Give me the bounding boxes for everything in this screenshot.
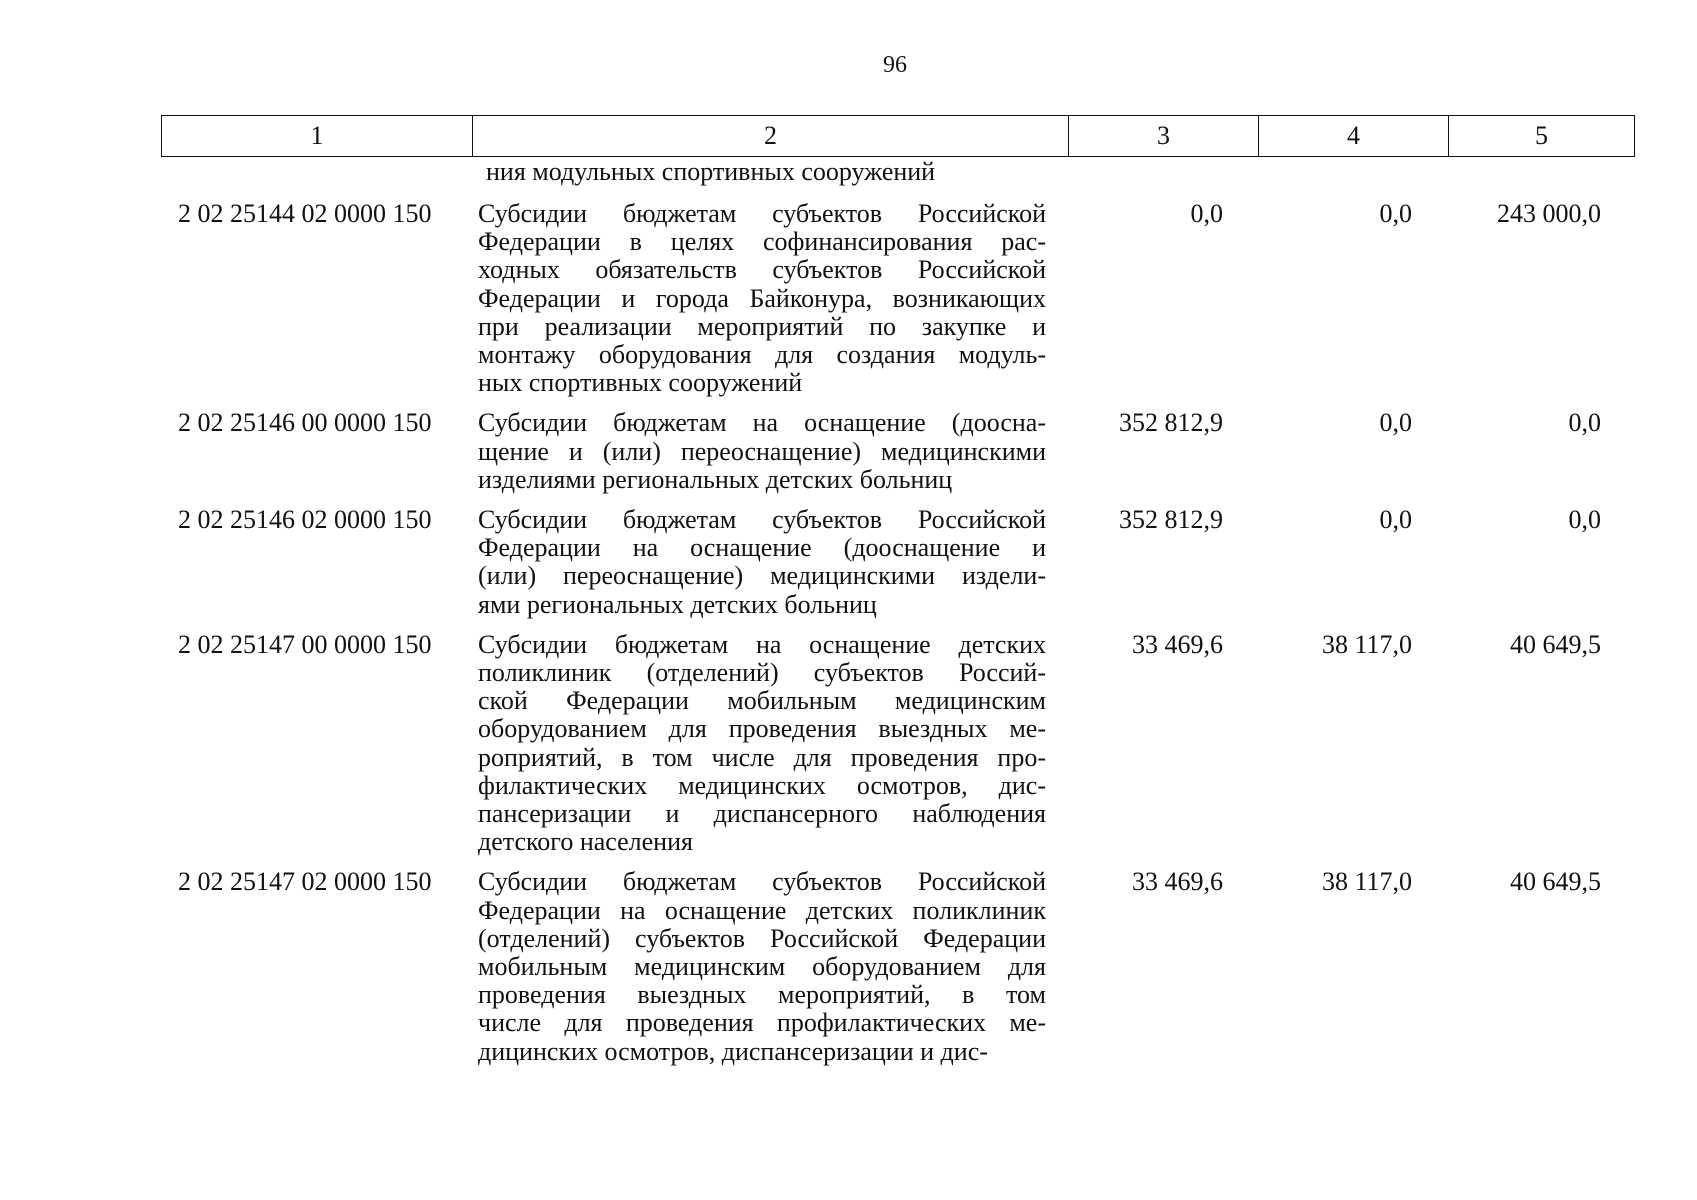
description-line: Субсидии бюджетам субъектов Российской: [478, 867, 1046, 897]
table-body: [161, 200, 1634, 1078]
table-header: [161, 115, 1635, 157]
table-row: [161, 631, 1634, 857]
description-line: числе для проведения профилактических ме-: [478, 1008, 1046, 1038]
description-line: ями региональных детских больниц: [478, 589, 877, 619]
description-line: ных спортивных сооружений: [478, 368, 803, 398]
budget-code: 2 02 25146 02 0000 150: [178, 505, 432, 535]
table-row: [161, 868, 1634, 1065]
description-line: при реализации мероприятий по закупке и: [478, 311, 1046, 341]
description-line: ходных обязательств субъектов Российской: [478, 255, 1046, 285]
header-col-1: 1: [162, 116, 473, 157]
description-line: Федерации и города Байконура, возникающих: [478, 283, 1046, 313]
header-col-3: 3: [1069, 116, 1259, 157]
description-line: поликлиник (отделений) субъектов Россий-: [478, 658, 1046, 688]
description-line: Федерации на оснащение (дооснащение и: [478, 533, 1046, 563]
amount-col-5: 243 000,0: [1497, 199, 1601, 228]
budget-code: 2 02 25146 00 0000 150: [178, 408, 432, 438]
description-line: детского населения: [478, 827, 693, 857]
description: [478, 631, 1046, 857]
description-line: Субсидии бюджетам субъектов Российской: [478, 199, 1046, 228]
header-col-5: 5: [1449, 116, 1635, 157]
amount-col-5: 40 649,5: [1510, 629, 1601, 659]
amount-col-4: 38 117,0: [1321, 629, 1412, 659]
amount-col-4: 0,0: [1379, 408, 1412, 438]
description-line: Федерации на оснащение детских поликлиник: [478, 895, 1046, 925]
description-line: пансеризации и диспансерного наблюдения: [478, 799, 1046, 829]
description-line: Федерации в целях софинансирования рас-: [478, 227, 1046, 257]
continuation-text: ния модульных спортивных сооружений: [486, 157, 936, 186]
budget-code: 2 02 25147 02 0000 150: [178, 867, 432, 897]
description-line: роприятий, в том числе для проведения про-: [478, 742, 1046, 772]
amount-col-4: 38 117,0: [1321, 867, 1412, 897]
description: [478, 506, 1046, 619]
description-line: ской Федерации мобильным медицинским: [478, 686, 1046, 716]
description-line: (или) переоснащение) медицинскими издели-: [478, 561, 1046, 591]
page-number: 96: [883, 52, 907, 78]
header-col-4: 4: [1259, 116, 1449, 157]
amount-col-4: 0,0: [1379, 505, 1412, 535]
description-line: (отделений) субъектов Российской Федерации: [478, 923, 1046, 953]
amount-col-3: 0,0: [1190, 199, 1223, 228]
description-line: монтажу оборудования для создания модуль-: [478, 340, 1046, 370]
table-row: [161, 200, 1634, 397]
header-col-2: 2: [473, 116, 1069, 157]
budget-code: 2 02 25144 02 0000 150: [178, 199, 432, 228]
description: [478, 200, 1046, 397]
amount-col-3: 352 812,9: [1119, 505, 1223, 535]
description-line: оборудованием для проведения выездных ме-: [478, 714, 1046, 744]
description-line: проведения выездных мероприятий, в том: [478, 980, 1046, 1010]
amount-col-3: 33 469,6: [1132, 629, 1223, 659]
amount-col-5: 0,0: [1568, 408, 1601, 438]
amount-col-5: 0,0: [1568, 505, 1601, 535]
description-line: мобильным медицинским оборудованием для: [478, 952, 1046, 982]
amount-col-5: 40 649,5: [1510, 867, 1601, 897]
table-row: [161, 409, 1634, 494]
description-line: изделиями региональных детских больниц: [478, 464, 953, 494]
description-line: филактических медицинских осмотров, дис-: [478, 770, 1046, 800]
amount-col-3: 33 469,6: [1132, 867, 1223, 897]
amount-col-4: 0,0: [1379, 199, 1412, 228]
description-line: дицинских осмотров, диспансеризации и дис-: [478, 1036, 988, 1066]
description-line: Субсидии бюджетам субъектов Российской: [478, 505, 1046, 535]
description-line: Субсидии бюджетам на оснащение детских: [478, 629, 1046, 659]
budget-code: 2 02 25147 00 0000 150: [178, 629, 432, 659]
description: [478, 868, 1046, 1065]
description: [478, 409, 1046, 494]
table-row: [161, 506, 1634, 619]
amount-col-3: 352 812,9: [1119, 408, 1223, 438]
description-line: щение и (или) переоснащение) медицинскими: [478, 436, 1046, 466]
description-line: Субсидии бюджетам на оснащение (доосна-: [478, 408, 1046, 438]
